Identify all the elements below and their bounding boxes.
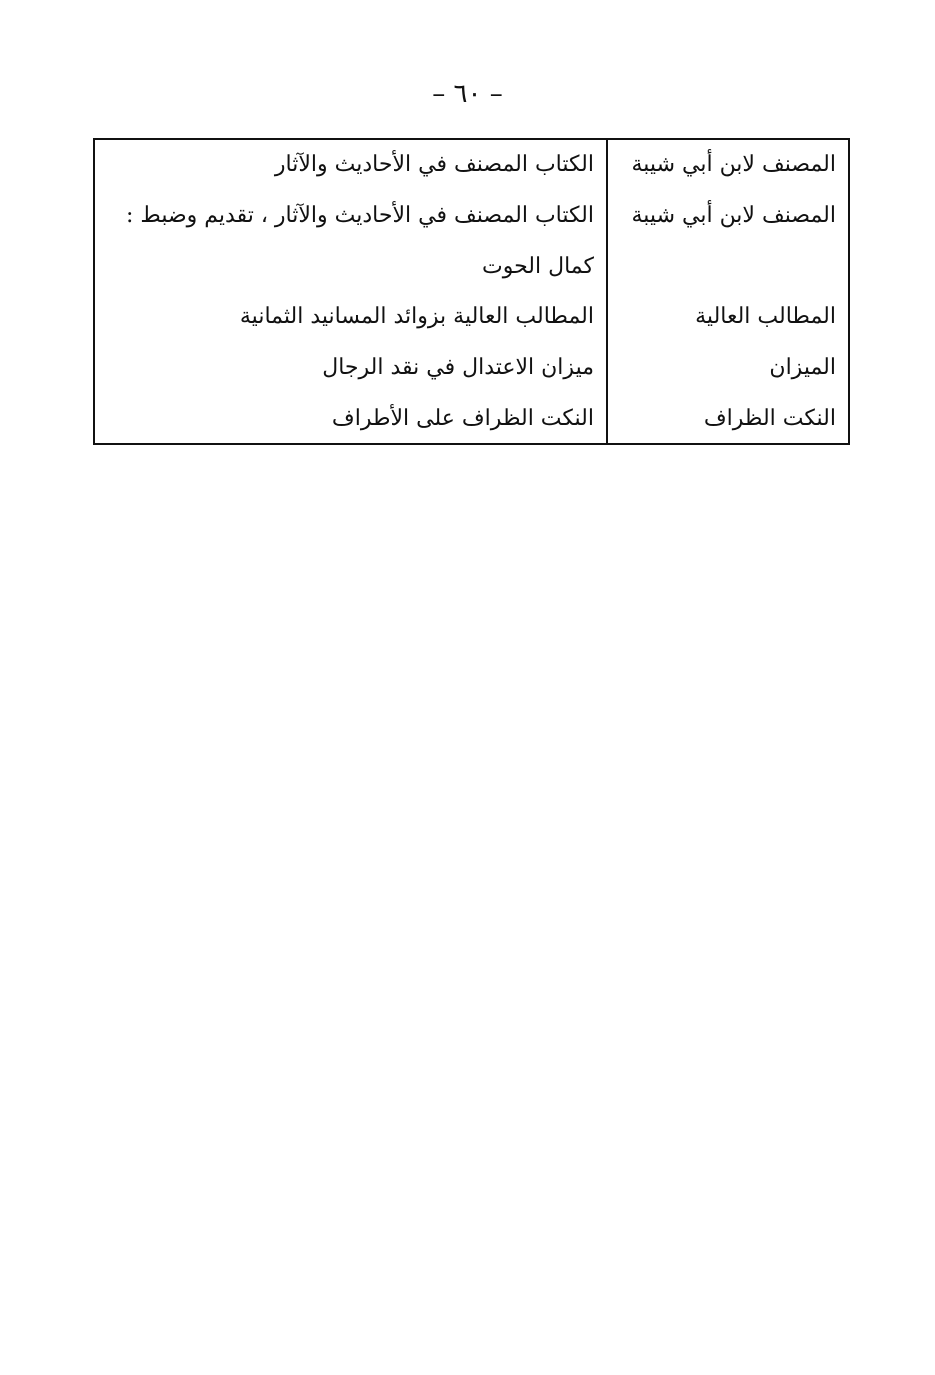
table-row (94, 139, 849, 190)
reference-abbreviation: المصنف لابن أبي شيبة (607, 190, 849, 241)
reference-abbreviation: النكت الظراف (607, 393, 849, 444)
table-row (94, 291, 849, 342)
references-table (93, 138, 850, 445)
reference-full-title: الكتاب المصنف في الأحاديث والآثار (274, 152, 594, 178)
table-row (94, 342, 849, 393)
table-row (94, 393, 849, 444)
reference-abbreviation: المصنف لابن أبي شيبة (607, 139, 849, 190)
page-number: – ٦٠ – (432, 79, 503, 109)
reference-full-title: النكت الظراف على الأطراف (331, 405, 594, 431)
reference-full-title: الكتاب المصنف في الأحاديث والآثار ، تقديم وضبط : (126, 202, 594, 228)
reference-abbreviation (607, 241, 849, 292)
table-row (94, 241, 849, 292)
reference-full-title: ميزان الاعتدال في نقد الرجال (322, 355, 594, 381)
table-row (94, 190, 849, 241)
reference-full-title: المطالب العالية بزوائد المسانيد الثمانية (239, 304, 594, 330)
reference-abbreviation: المطالب العالية (607, 291, 849, 342)
reference-abbreviation: الميزان (607, 342, 849, 393)
reference-full-title: كمال الحوت (482, 253, 594, 279)
